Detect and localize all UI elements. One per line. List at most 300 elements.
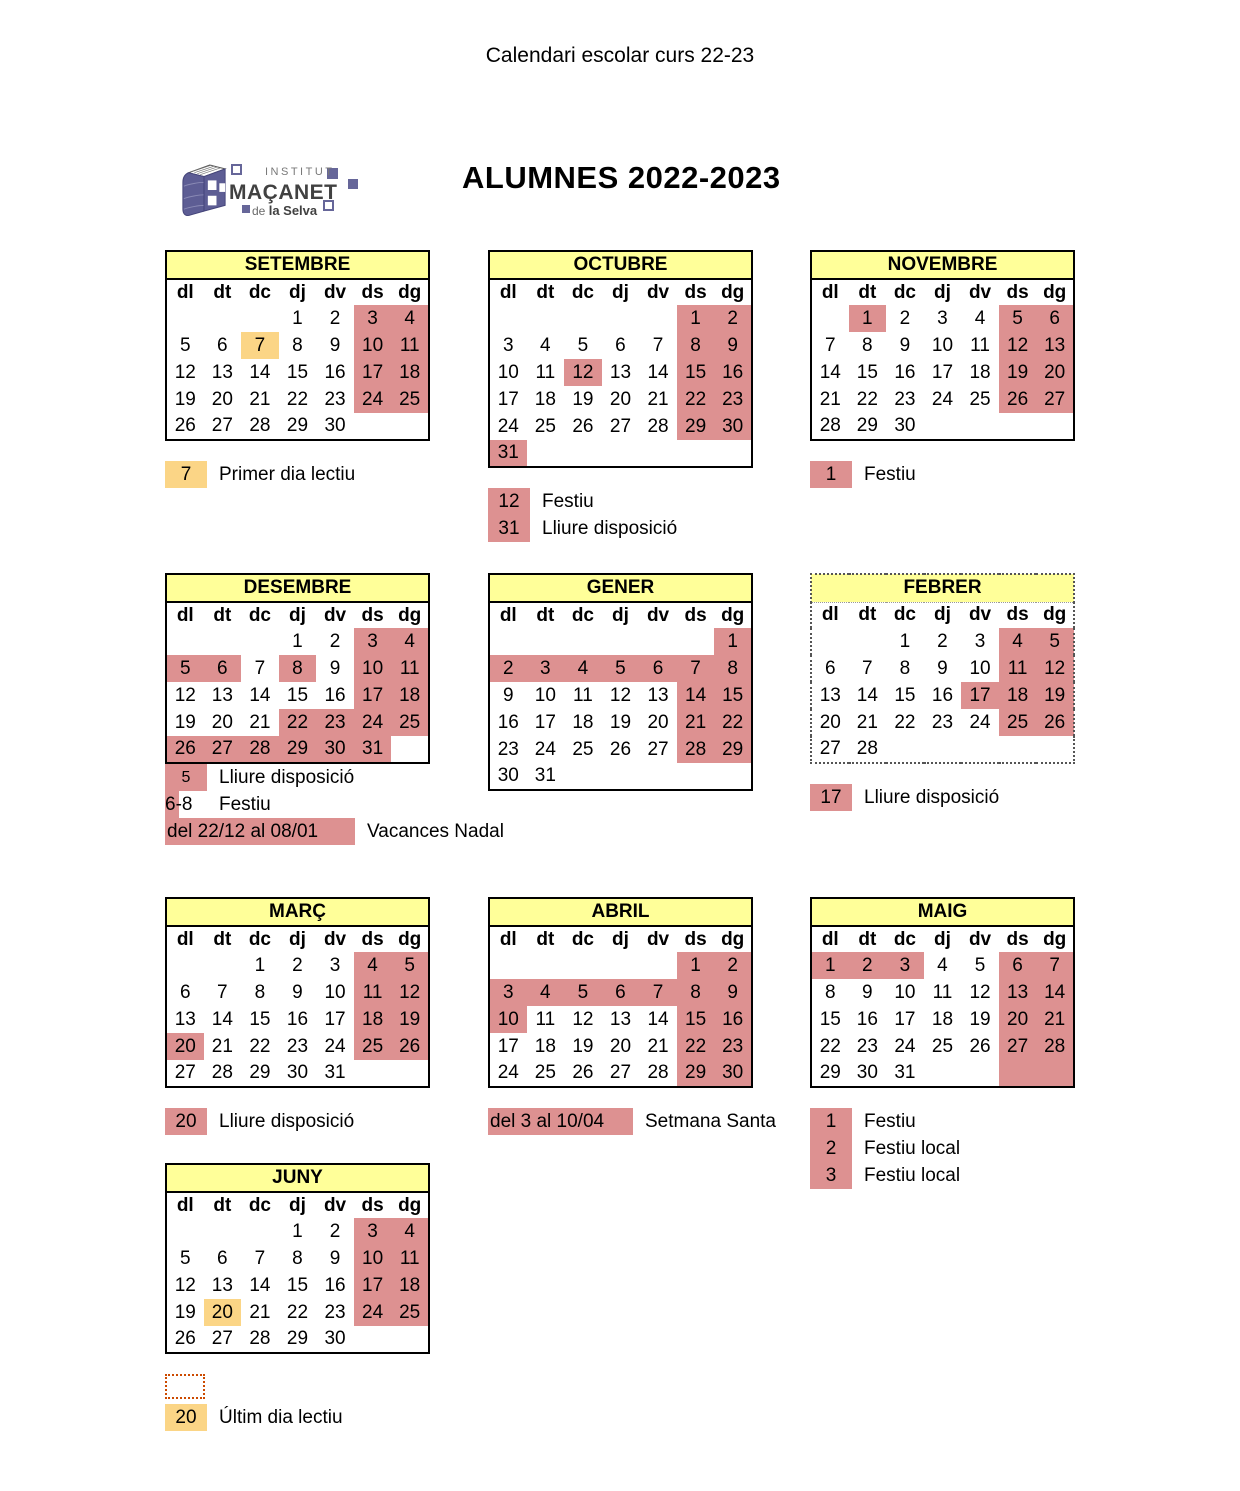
day-1: 1 (254, 954, 266, 976)
month-title: SETEMBRE (166, 251, 429, 279)
day-header-ds: ds (361, 604, 384, 626)
legend-label: Lliure disposició (864, 786, 1000, 808)
empty-cell (489, 305, 527, 332)
day-15: 15 (819, 1008, 841, 1030)
day-25: 25 (391, 1299, 429, 1326)
day-10: 10 (894, 981, 916, 1003)
day-6: 6 (602, 979, 640, 1006)
legend-label: Festiu local (864, 1164, 961, 1186)
day-26: 26 (391, 1033, 429, 1060)
day-8: 8 (824, 981, 836, 1003)
calendar-table (488, 897, 753, 1088)
day-17: 17 (354, 1272, 392, 1299)
day-header-dg: dg (721, 928, 745, 950)
day-5: 5 (577, 334, 589, 356)
day-25: 25 (534, 415, 556, 437)
day-18: 18 (969, 361, 991, 383)
empty-cell (166, 1218, 204, 1245)
day-header-dc: dc (248, 1194, 271, 1216)
day-27: 27 (174, 1062, 196, 1083)
empty-cell (527, 440, 565, 467)
day-6: 6 (999, 952, 1037, 979)
month-title: GENER (489, 574, 752, 602)
month-title: JUNY (166, 1164, 429, 1192)
day-23: 23 (894, 388, 916, 410)
day-24: 24 (931, 388, 954, 410)
day-24: 24 (534, 738, 556, 760)
day-header-ds: ds (361, 281, 384, 303)
day-6: 6 (1036, 305, 1074, 332)
day-9: 9 (714, 332, 752, 359)
day-7: 7 (677, 655, 715, 682)
legend-item (488, 515, 755, 542)
day-22: 22 (286, 388, 309, 410)
day-11: 11 (573, 684, 593, 706)
day-2: 2 (849, 952, 887, 979)
day-10: 10 (354, 1245, 392, 1272)
day-14: 14 (677, 682, 715, 709)
day-header-dl: dl (499, 928, 517, 950)
day-5: 5 (179, 334, 191, 356)
day-29: 29 (677, 1060, 715, 1087)
empty-cell (677, 763, 715, 790)
day-29: 29 (714, 736, 752, 763)
empty-cell (639, 763, 677, 790)
day-4: 4 (540, 334, 551, 356)
day-15: 15 (677, 1006, 715, 1033)
day-header-dv: dv (968, 281, 992, 303)
empty-cell (354, 1326, 392, 1353)
empty-cell (602, 305, 640, 332)
day-2: 2 (489, 655, 527, 682)
legend (165, 1108, 432, 1135)
legend-item (165, 1108, 432, 1135)
calendar-table (810, 897, 1075, 1088)
day-26: 26 (609, 738, 632, 760)
day-24: 24 (354, 709, 392, 736)
day-24: 24 (354, 386, 392, 413)
day-20: 20 (166, 1033, 204, 1060)
day-7: 7 (1036, 952, 1074, 979)
day-header-dc: dc (893, 281, 916, 303)
day-2: 2 (329, 1220, 341, 1242)
day-26: 26 (166, 736, 204, 763)
day-3: 3 (502, 334, 514, 356)
empty-cell (527, 305, 565, 332)
day-9: 9 (502, 684, 514, 706)
day-18: 18 (354, 1006, 392, 1033)
day-15: 15 (856, 361, 878, 383)
legend-swatch: 1 (810, 461, 852, 488)
day-4: 4 (527, 979, 565, 1006)
day-1: 1 (292, 630, 303, 652)
day-15: 15 (714, 682, 752, 709)
day-header-dl: dl (821, 604, 839, 626)
empty-cell (391, 1060, 429, 1087)
day-30: 30 (714, 1060, 752, 1087)
day-header-dg: dg (398, 1194, 422, 1216)
month-abril (488, 897, 776, 1135)
legend-item (810, 1135, 1077, 1162)
legend (810, 461, 1077, 488)
empty-cell (924, 736, 962, 763)
day-10: 10 (534, 684, 556, 706)
day-header-dv: dv (968, 928, 992, 950)
day-20: 20 (609, 388, 632, 410)
day-29: 29 (856, 415, 878, 436)
day-header-ds: ds (684, 604, 707, 626)
day-header-dt: dt (536, 281, 555, 303)
calendar-table (810, 573, 1075, 764)
page-title: ALUMNES 2022-2023 (462, 160, 781, 195)
month-title: OCTUBRE (489, 251, 752, 279)
day-1: 1 (292, 307, 303, 329)
day-3: 3 (937, 307, 948, 329)
day-20: 20 (1036, 359, 1074, 386)
empty-cell (241, 628, 279, 655)
day-8: 8 (714, 655, 752, 682)
day-30: 30 (497, 765, 519, 786)
day-7: 7 (254, 1247, 266, 1269)
day-header-dv: dv (323, 604, 347, 626)
day-1: 1 (714, 628, 752, 655)
legend-label: Primer dia lectiu (219, 463, 356, 485)
day-12: 12 (391, 979, 429, 1006)
day-13: 13 (609, 1008, 632, 1030)
day-15: 15 (249, 1008, 271, 1030)
day-26: 26 (572, 415, 594, 437)
day-22: 22 (819, 1035, 841, 1057)
day-7: 7 (862, 657, 873, 679)
day-17: 17 (961, 682, 999, 709)
day-19: 19 (609, 711, 632, 733)
empty-cell (602, 628, 640, 655)
day-11: 11 (391, 332, 429, 359)
day-9: 9 (899, 334, 911, 356)
day-header-dv: dv (968, 604, 992, 626)
day-header-dv: dv (323, 928, 347, 950)
empty-cell (1036, 736, 1074, 763)
empty-cell (714, 440, 752, 467)
empty-cell (639, 628, 677, 655)
month-juny (165, 1163, 432, 1431)
day-19: 19 (999, 359, 1037, 386)
day-header-dt: dt (536, 928, 555, 950)
day-5: 5 (166, 655, 204, 682)
empty-cell (924, 413, 962, 440)
empty-cell (241, 1218, 279, 1245)
day-4: 4 (999, 628, 1037, 655)
day-12: 12 (969, 981, 991, 1003)
day-16: 16 (324, 684, 346, 706)
empty-cell (602, 952, 640, 979)
day-14: 14 (819, 361, 841, 383)
day-6: 6 (217, 1247, 228, 1269)
legend-item (165, 764, 432, 791)
empty-cell (354, 413, 392, 440)
calendar-table (165, 897, 430, 1088)
day-13: 13 (647, 684, 669, 706)
day-3: 3 (527, 655, 565, 682)
day-header-dl: dl (176, 928, 194, 950)
day-21: 21 (249, 711, 271, 733)
empty-cell (639, 305, 677, 332)
day-6: 6 (615, 334, 626, 356)
day-31: 31 (534, 765, 556, 786)
dotted-box-marker (165, 1374, 205, 1399)
day-14: 14 (249, 1274, 271, 1296)
empty-cell (564, 305, 602, 332)
legend-item (165, 791, 432, 818)
day-12: 12 (174, 1274, 196, 1296)
day-26: 26 (174, 415, 196, 436)
day-9: 9 (292, 981, 303, 1003)
day-4: 4 (974, 307, 986, 329)
day-header-dl: dl (821, 281, 839, 303)
empty-cell (961, 413, 999, 440)
day-4: 4 (391, 305, 429, 332)
legend-swatch: 31 (488, 515, 530, 542)
empty-cell (204, 1218, 242, 1245)
day-15: 15 (286, 1274, 309, 1296)
legend-item (488, 1108, 776, 1135)
day-header-dt: dt (858, 604, 877, 626)
day-12: 12 (572, 1008, 594, 1030)
day-2: 2 (714, 952, 752, 979)
day-24: 24 (497, 1062, 519, 1083)
day-18: 18 (391, 359, 429, 386)
legend-label: Lliure disposició (219, 766, 355, 788)
calendar-table (165, 573, 430, 764)
day-header-dg: dg (1043, 928, 1067, 950)
day-7: 7 (652, 334, 664, 356)
empty-cell (886, 736, 924, 763)
day-22: 22 (677, 386, 715, 413)
legend-swatch: 12 (488, 488, 530, 515)
day-20: 20 (211, 711, 233, 733)
month-desembre (165, 573, 504, 845)
legend-label: Festiu (864, 463, 916, 485)
day-header-dv: dv (323, 1194, 347, 1216)
day-4: 4 (391, 628, 429, 655)
day-12: 12 (174, 361, 196, 383)
day-9: 9 (329, 1247, 341, 1269)
day-header-dj: dj (934, 281, 951, 303)
empty-cell (602, 440, 640, 467)
day-13: 13 (211, 684, 233, 706)
day-31: 31 (894, 1062, 916, 1083)
school-logo (178, 156, 383, 226)
day-31: 31 (354, 736, 392, 763)
day-27: 27 (999, 1033, 1037, 1060)
day-12: 12 (1036, 655, 1074, 682)
logo-square-filled-bottom (242, 205, 250, 213)
day-28: 28 (647, 1062, 669, 1083)
empty-cell (564, 440, 602, 467)
day-header-dt: dt (858, 281, 877, 303)
calendar-table (810, 250, 1075, 441)
month-setembre (165, 250, 432, 488)
day-9: 9 (714, 979, 752, 1006)
day-header-dt: dt (213, 604, 232, 626)
day-19: 19 (572, 388, 594, 410)
day-23: 23 (856, 1035, 878, 1057)
day-14: 14 (856, 684, 878, 706)
day-30: 30 (856, 1062, 878, 1083)
day-25: 25 (354, 1033, 392, 1060)
day-28: 28 (241, 736, 279, 763)
empty-cell (811, 305, 849, 332)
empty-cell (527, 628, 565, 655)
day-5: 5 (602, 655, 640, 682)
day-1: 1 (677, 952, 715, 979)
day-30: 30 (324, 415, 346, 436)
day-header-dg: dg (398, 281, 422, 303)
empty-cell (811, 628, 849, 655)
empty-cell (639, 440, 677, 467)
day-21: 21 (249, 388, 271, 410)
day-23: 23 (931, 711, 954, 733)
day-header-dv: dv (646, 281, 670, 303)
day-16: 16 (286, 1008, 309, 1030)
empty-cell (849, 628, 887, 655)
day-9: 9 (862, 981, 873, 1003)
day-24: 24 (354, 1299, 392, 1326)
empty-cell (166, 952, 204, 979)
empty-cell (714, 763, 752, 790)
day-17: 17 (497, 388, 519, 410)
day-29: 29 (819, 1062, 841, 1083)
legend-label: Setmana Santa (645, 1110, 776, 1132)
day-10: 10 (497, 361, 519, 383)
day-4: 4 (937, 954, 948, 976)
day-6: 6 (179, 981, 191, 1003)
day-16: 16 (894, 361, 916, 383)
legend-label: Lliure disposició (219, 1110, 355, 1132)
day-8: 8 (677, 332, 715, 359)
day-header-dj: dj (289, 604, 306, 626)
day-31: 31 (489, 440, 527, 467)
day-13: 13 (1036, 332, 1074, 359)
legend-item (165, 461, 432, 488)
day-header-dl: dl (499, 281, 517, 303)
day-header-dj: dj (289, 1194, 306, 1216)
day-10: 10 (354, 655, 392, 682)
month-title: MAIG (811, 898, 1074, 926)
legend (165, 461, 432, 488)
day-header-dc: dc (893, 928, 916, 950)
day-header-dj: dj (934, 604, 951, 626)
day-14: 14 (249, 684, 271, 706)
day-header-dc: dc (893, 604, 916, 626)
day-17: 17 (497, 1035, 519, 1057)
day-16: 16 (856, 1008, 878, 1030)
day-28: 28 (677, 736, 715, 763)
day-20: 20 (609, 1035, 632, 1057)
day-17: 17 (354, 359, 392, 386)
day-14: 14 (1036, 979, 1074, 1006)
empty-cell (1036, 1060, 1074, 1087)
day-10: 10 (354, 332, 392, 359)
month-maig (810, 897, 1077, 1189)
legend (165, 764, 504, 845)
legend-swatch: 5 (165, 764, 207, 791)
day-24: 24 (324, 1035, 346, 1057)
day-13: 13 (609, 361, 632, 383)
day-22: 22 (249, 1035, 271, 1057)
day-19: 19 (174, 711, 196, 733)
day-23: 23 (714, 386, 752, 413)
book-logo-icon (180, 162, 228, 218)
day-9: 9 (937, 657, 948, 679)
empty-cell (961, 1060, 999, 1087)
day-11: 11 (391, 655, 429, 682)
legend-label: Festiu (864, 1110, 916, 1132)
empty-cell (564, 628, 602, 655)
empty-cell (1036, 413, 1074, 440)
day-27: 27 (1036, 386, 1074, 413)
day-5: 5 (179, 1247, 191, 1269)
day-20: 20 (211, 388, 233, 410)
empty-cell (489, 628, 527, 655)
empty-cell (204, 305, 242, 332)
day-7: 7 (824, 334, 836, 356)
empty-cell (391, 1326, 429, 1353)
legend-label: Últim dia lectiu (219, 1406, 343, 1428)
empty-cell (527, 952, 565, 979)
day-29: 29 (286, 1328, 309, 1349)
day-29: 29 (279, 736, 317, 763)
day-header-dl: dl (176, 1194, 194, 1216)
day-1: 1 (677, 305, 715, 332)
day-7: 7 (639, 979, 677, 1006)
day-5: 5 (564, 979, 602, 1006)
day-12: 12 (609, 684, 632, 706)
empty-cell (391, 413, 429, 440)
day-header-dl: dl (821, 928, 839, 950)
day-header-dt: dt (536, 604, 555, 626)
day-26: 26 (174, 1328, 196, 1349)
empty-cell (564, 763, 602, 790)
day-23: 23 (714, 1033, 752, 1060)
day-14: 14 (647, 1008, 669, 1030)
legend-swatch: 7 (165, 461, 207, 488)
day-9: 9 (329, 657, 341, 679)
day-header-dt: dt (213, 281, 232, 303)
logo-square-filled-right-mid (348, 179, 358, 189)
day-header-dg: dg (721, 604, 745, 626)
empty-cell (961, 736, 999, 763)
day-28: 28 (819, 415, 841, 436)
day-7: 7 (217, 981, 228, 1003)
day-15: 15 (677, 359, 715, 386)
day-11: 11 (999, 655, 1037, 682)
day-27: 27 (647, 738, 669, 760)
day-15: 15 (286, 361, 309, 383)
day-header-dg: dg (398, 928, 422, 950)
day-22: 22 (677, 1033, 715, 1060)
day-header-dv: dv (646, 928, 670, 950)
legend-swatch: 2 (810, 1135, 852, 1162)
day-2: 2 (329, 307, 341, 329)
day-4: 4 (391, 1218, 429, 1245)
day-5: 5 (974, 954, 986, 976)
legend-item (488, 488, 755, 515)
day-16: 16 (714, 1006, 752, 1033)
day-header-dt: dt (858, 928, 877, 950)
day-26: 26 (572, 1062, 594, 1083)
day-header-dj: dj (612, 604, 629, 626)
